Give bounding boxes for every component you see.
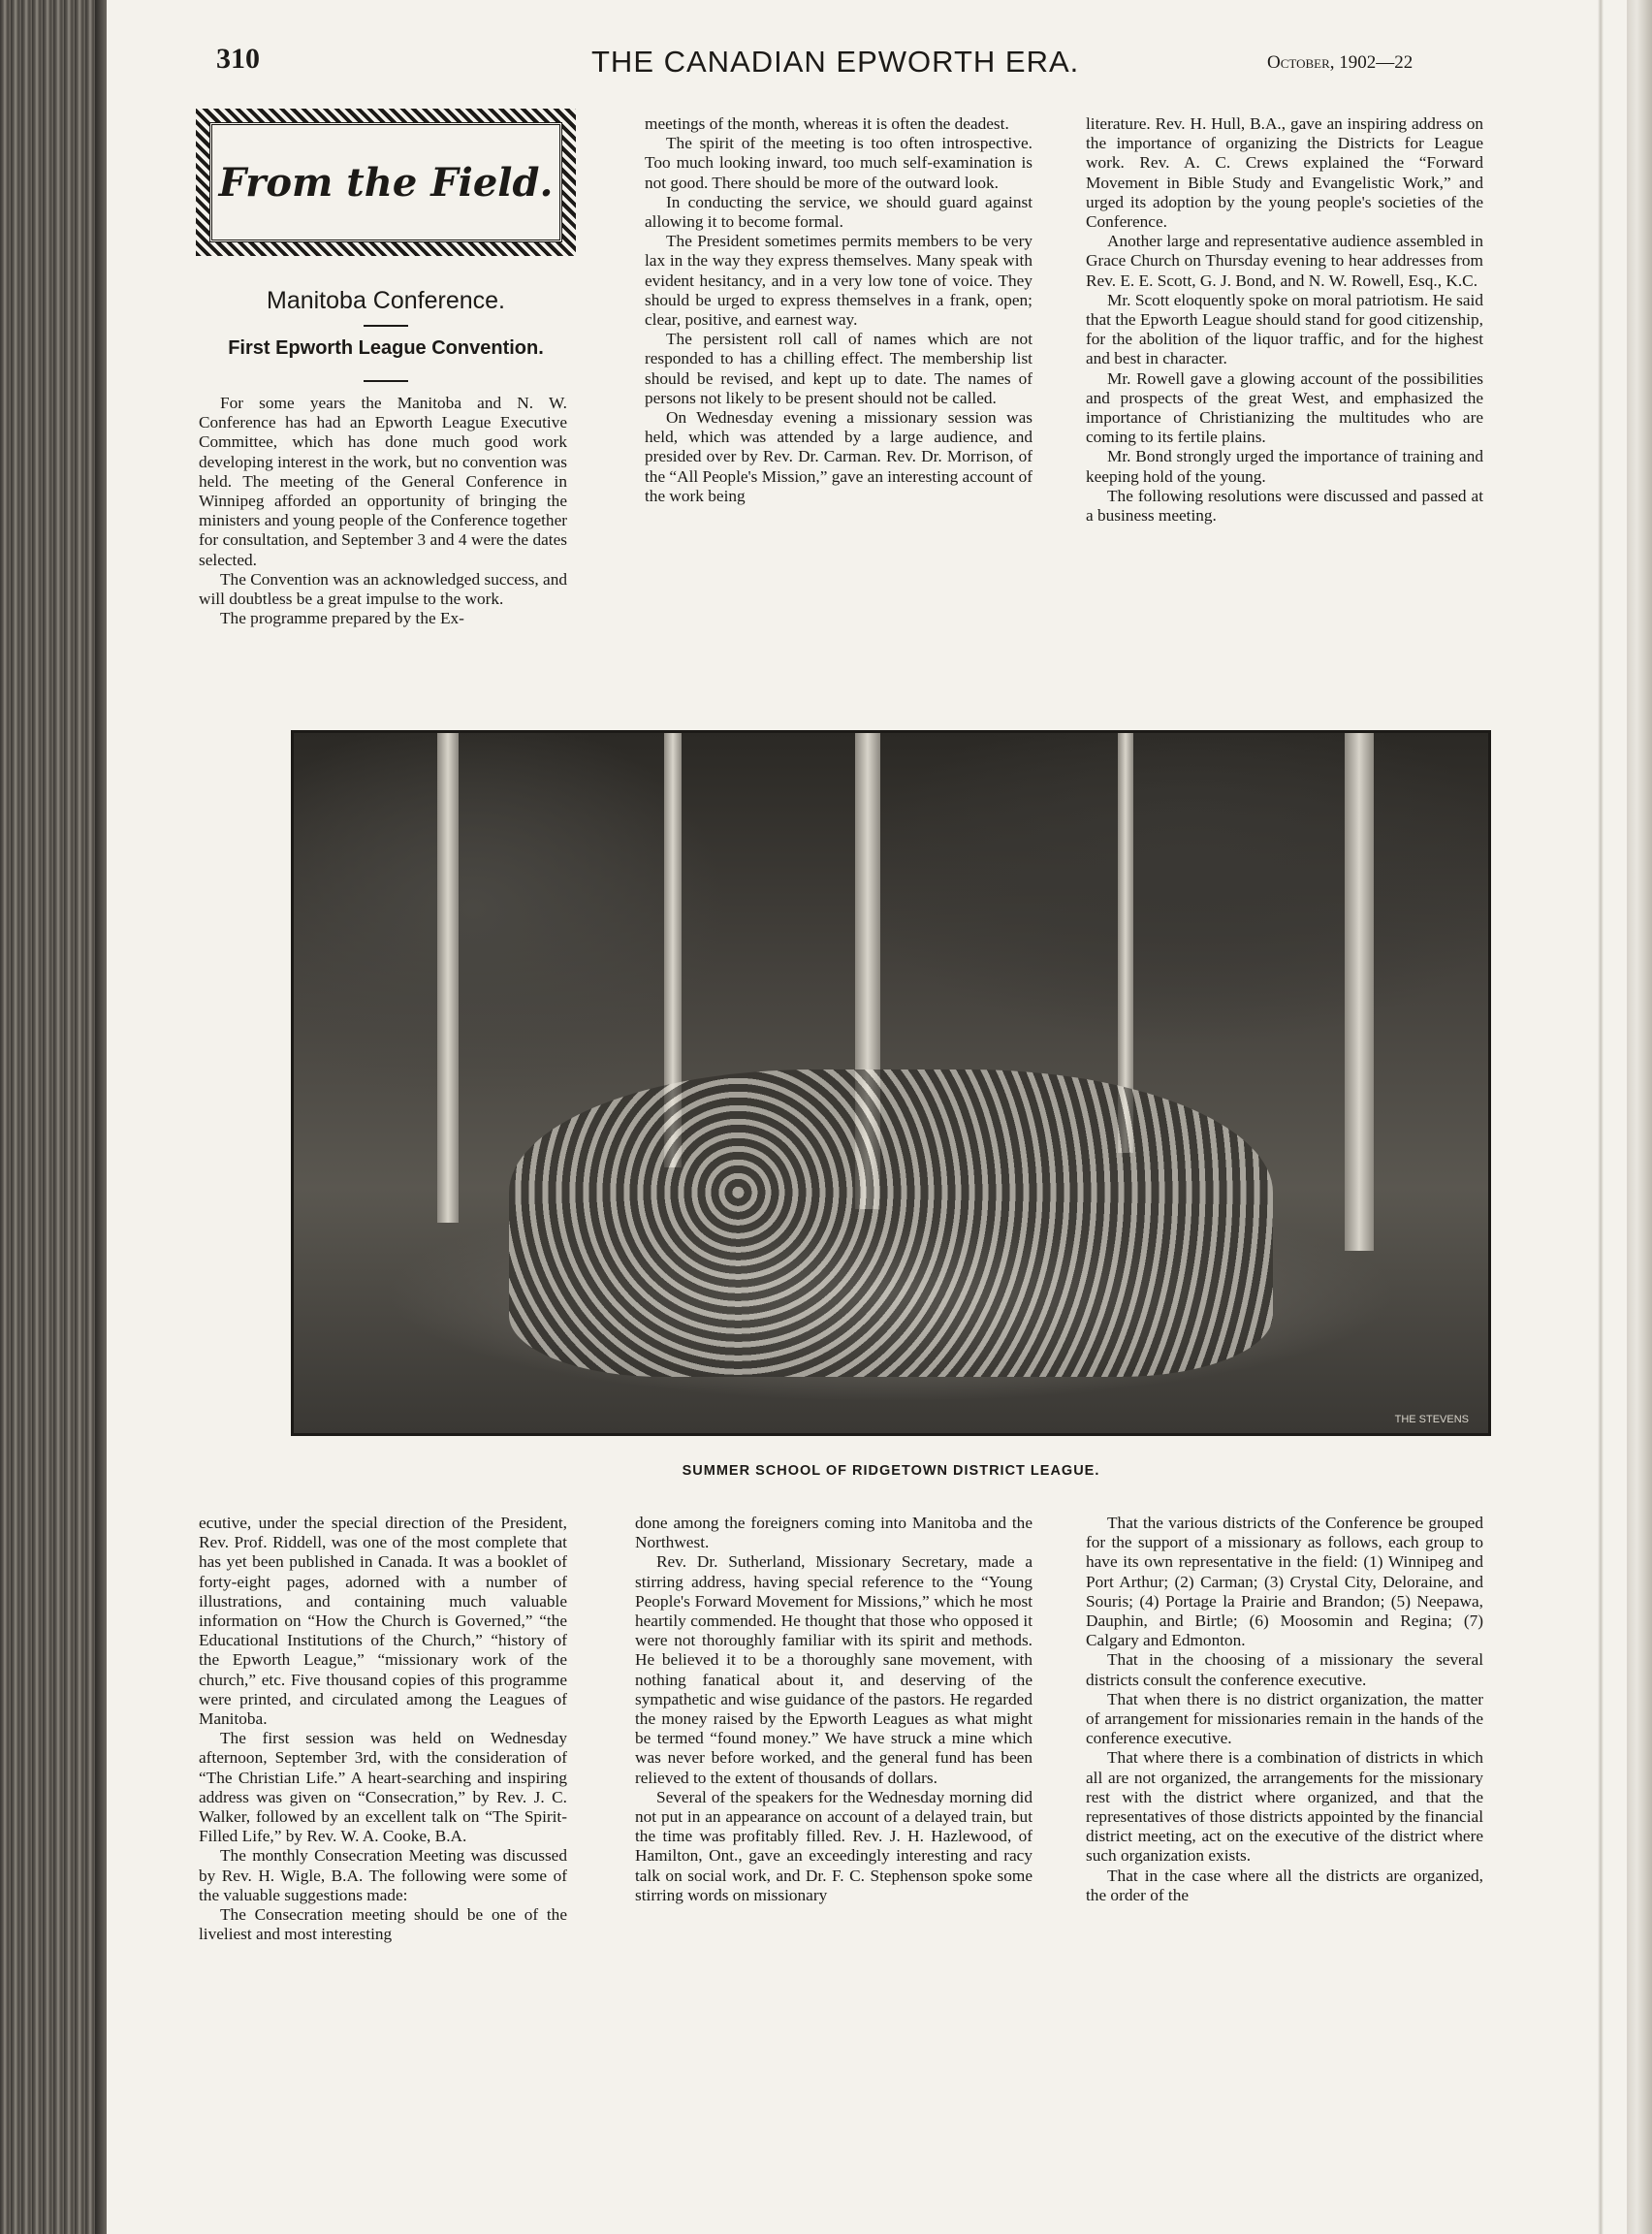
paragraph: For some years the Manitoba and N. W. Conference has had an Epworth League Executive Committee, which has done much good work developing interest in the work, but no convention was held. The meeting of the General Conference in Winnipeg afforded an opportunity of bringing the ministers and young people of the Conference together for consultation, and September 3 and 4 were the dates selected. xyxy=(199,394,567,569)
photo-credit: THE STEVENS xyxy=(1394,1414,1469,1425)
paragraph: Mr. Bond strongly urged the importance of training and keeping hold of the young. xyxy=(1086,447,1483,486)
scanned-page xyxy=(107,0,1627,2234)
photo-tree-trunk xyxy=(437,733,459,1223)
paragraph: That when there is no district organization, the matter of arrangement for missionaries remain in the hands of the conference executive. xyxy=(1086,1689,1483,1748)
paragraph: In conducting the service, we should guard against allowing it to become formal. xyxy=(645,192,1032,232)
photo-caption: SUMMER SCHOOL OF RIDGETOWN DISTRICT LEAGUE. xyxy=(682,1463,1100,1479)
heading-rule xyxy=(364,325,408,327)
article-column-bottom-middle xyxy=(635,1514,1032,1905)
paragraph: Mr. Scott eloquently spoke on moral patriotism. He said that the Epworth League should stand for good citizenship, for the abolition of the liquor traffic, and for the highest and best in character. xyxy=(1086,290,1483,368)
paragraph: The persistent roll call of names which are not responded to has a chilling effect. The membership list should be revised, and kept up to date. The names of persons not likely to be present should not be called. xyxy=(645,330,1032,407)
book-binding xyxy=(0,0,105,2234)
paragraph: The Consecration meeting should be one of the liveliest and most interesting xyxy=(199,1905,567,1944)
paragraph: That where there is a combination of districts in which all are not organized, the arrangements for the missionary rest with the district where organized, and that the representatives of those districts appointed by the financial district meeting, act on the executive of the district where such organization exists. xyxy=(1086,1748,1483,1866)
article-column-bottom-left xyxy=(199,1514,567,1944)
paragraph: ecutive, under the special direction of the President, Rev. Prof. Riddell, was one of the most complete that has yet been published in Canada. It was a booklet of forty-eight pages, adorned with a number of illustrations, and containing much valuable information on “How the Church is Governed,” “the Educational Institutions of the Church,” “history of the Epworth League,” “missionary work of the church,” etc. Five thousand copies of this programme were printed, and circulated among the Leagues of Manitoba. xyxy=(199,1514,567,1729)
paragraph: The following resolutions were discussed and passed at a business meeting. xyxy=(1086,486,1483,526)
page-number: 310 xyxy=(216,43,260,75)
photo-tree-trunk xyxy=(1345,733,1374,1251)
article-column-top-right xyxy=(1086,114,1483,526)
paragraph: On Wednesday evening a missionary session was held, which was attended by a large audience, and presided over by Rev. Dr. Carman. Rev. Dr. Morrison, of the “All People's Mission,” gave an interesting account of the work being xyxy=(645,408,1033,505)
heading-rule xyxy=(364,380,408,382)
paragraph: Another large and representative audience assembled in Grace Church on Thursday evening to hear addresses from Rev. E. E. Scott, G. J. Bond, and N. W. Rowell, Esq., K.C. xyxy=(1086,232,1483,290)
paragraph: Several of the speakers for the Wednesday morning did not put in an appearance on account of a delayed train, but the time was profitably filled. Rev. J. H. Hazlewood, of Hamilton, Ont., gave an exceedingly interesting and racy talk on social work, and Dr. F. C. Stephenson spoke some stirring words on missionary xyxy=(635,1787,1032,1904)
photo-crowd xyxy=(509,1069,1273,1378)
paragraph: The President sometimes permits members to be very lax in the way they express themselves. Many speak with evident hesitancy, and in a very low tone of voice. They should be urged to express themselves in a frank, open; clear, positive, and earnest way. xyxy=(645,232,1032,330)
paragraph: literature. Rev. H. Hull, B.A., gave an inspiring address on the importance of organizing the Districts for League work. Rev. A. C. Crews explained the “Forward Movement in Bible Study and Evangelistic Work,” and urged its adoption by the young people's societies of the Conference. xyxy=(1086,114,1483,232)
ornamental-title-box xyxy=(196,109,576,256)
section-fancy-title: From the Field. xyxy=(218,159,554,206)
paragraph: done among the foreigners coming into Manitoba and the Northwest. xyxy=(635,1514,1032,1552)
page-edge-shadow xyxy=(1627,0,1652,2234)
paragraph: The spirit of the meeting is too often introspective. Too much looking inward, too much self-examination is not good. There should be more of the outward look. xyxy=(645,134,1032,192)
convention-heading: First Epworth League Convention. xyxy=(228,337,544,359)
article-column-bottom-right xyxy=(1086,1514,1483,1905)
paragraph: meetings of the month, whereas it is often the deadest. xyxy=(645,114,1009,133)
paragraph: The monthly Consecration Meeting was discussed by Rev. H. Wigle, B.A. The following were some of the valuable suggestions made: xyxy=(199,1846,567,1904)
group-photograph xyxy=(291,730,1491,1436)
issue-date: October, 1902—22 xyxy=(1267,52,1414,73)
paragraph: That the various districts of the Conference be grouped for the support of a missionary as follows, each group to have its own representative in the field: (1) Winnipeg and Port Arthur; (2) Carman; (3) Crystal City, Deloraine, and Souris; (4) Portage la Prairie and Brandon; (5) Neepawa, Dauphin, and Birtle; (6) Moosomin and Regina; (7) Calgary and Edmonton. xyxy=(1086,1514,1483,1650)
article-column-top-left xyxy=(199,394,567,628)
paragraph: The programme prepared by the Ex- xyxy=(220,609,464,628)
running-head xyxy=(107,43,1627,91)
journal-title: THE CANADIAN EPWORTH ERA. xyxy=(591,45,1080,79)
page-fold xyxy=(1598,0,1604,2234)
paragraph: That in the choosing of a missionary the several districts consult the conference executive. xyxy=(1086,1650,1483,1689)
paragraph: Rev. Dr. Sutherland, Missionary Secretary, made a stirring address, having special reference to the “Young People's Forward Movement for Missions,” which he most heartily commended. He thought that those who opposed it were not thoroughly familiar with its spirit and methods. He believed it to be a thoroughly sane movement, with nothing fanatical about it, and deserving of the sympathetic and wise guidance of the pastors. He regarded the money raised by the Epworth Leagues as what might be termed “found money.” We have struck a mine which was never before worked, and the general fund has been relieved to the extent of thousands of dollars. xyxy=(635,1552,1032,1787)
paragraph: That in the case where all the districts are organized, the order of the xyxy=(1086,1866,1483,1904)
paragraph: The Convention was an acknowledged success, and will doubtless be a great impulse to the work. xyxy=(199,569,567,609)
paragraph: The first session was held on Wednesday afternoon, September 3rd, with the consideration of “The Christian Life.” A heart-searching and inspiring address was given on “Consecration,” by Rev. J. C. Walker, followed by an excellent talk on “The Spirit-Filled Life,” by Rev. W. A. Cooke, B.A. xyxy=(199,1729,567,1846)
ornament-inner-frame xyxy=(209,122,562,242)
article-column-top-middle xyxy=(645,114,1032,506)
paragraph: Mr. Rowell gave a glowing account of the possibilities and prospects of the great West, and emphasized the importance of Christianizing the multitudes who are coming to its fertile plains. xyxy=(1086,368,1483,447)
conference-heading: Manitoba Conference. xyxy=(267,287,505,314)
